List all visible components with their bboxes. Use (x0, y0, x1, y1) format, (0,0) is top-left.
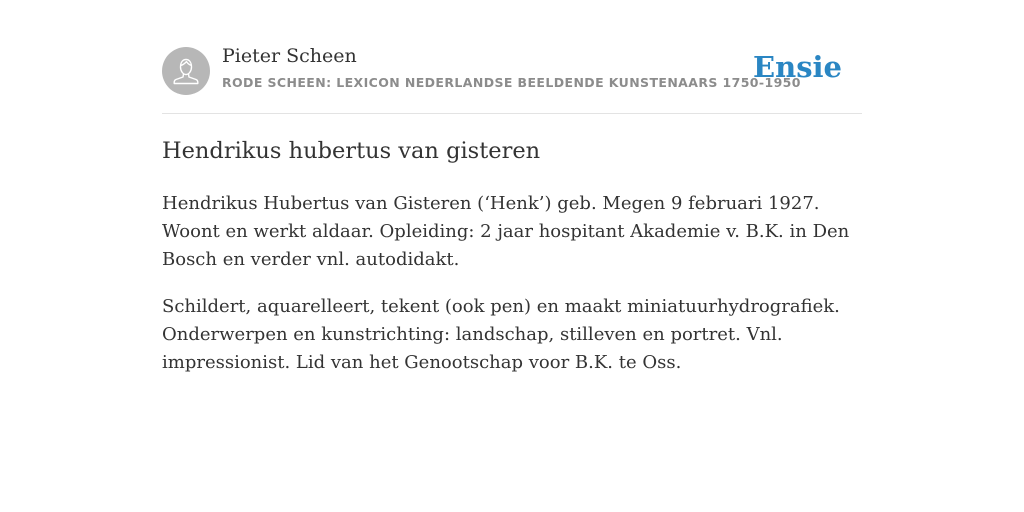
entry-body (162, 190, 874, 396)
avatar[interactable] (162, 47, 210, 95)
entry-title: Hendrikus hubertus van gisteren (162, 138, 541, 164)
entry-card (162, 0, 862, 373)
paragraph: Hendrikus Hubertus van Gisteren (‘Henk’) geb. Megen 9 februari 1927. Woont en werkt aldaar. Opleiding: 2 jaar hospitant Akademie v. B.K. in Den Bosch en verder vnl. autodidakt. (162, 193, 850, 270)
paragraph: Schildert, aquarelleert, tekent (ook pen) en maakt miniatuurhydrografiek. Onderwerpen en kunstrichting: landschap, stilleven en portret. Vnl. impressionist. Lid van het Genootschap voor B.K. te Oss. (162, 296, 840, 373)
entry-header (162, 0, 862, 114)
ensie-logo[interactable]: Ensie (753, 50, 842, 84)
user-silhouette-icon (162, 47, 210, 95)
author-name[interactable]: Pieter Scheen (222, 45, 357, 67)
source-title[interactable]: RODE SCHEEN: LEXICON NEDERLANDSE BEELDENDE KUNSTENAARS 1750-1950 (222, 75, 801, 90)
